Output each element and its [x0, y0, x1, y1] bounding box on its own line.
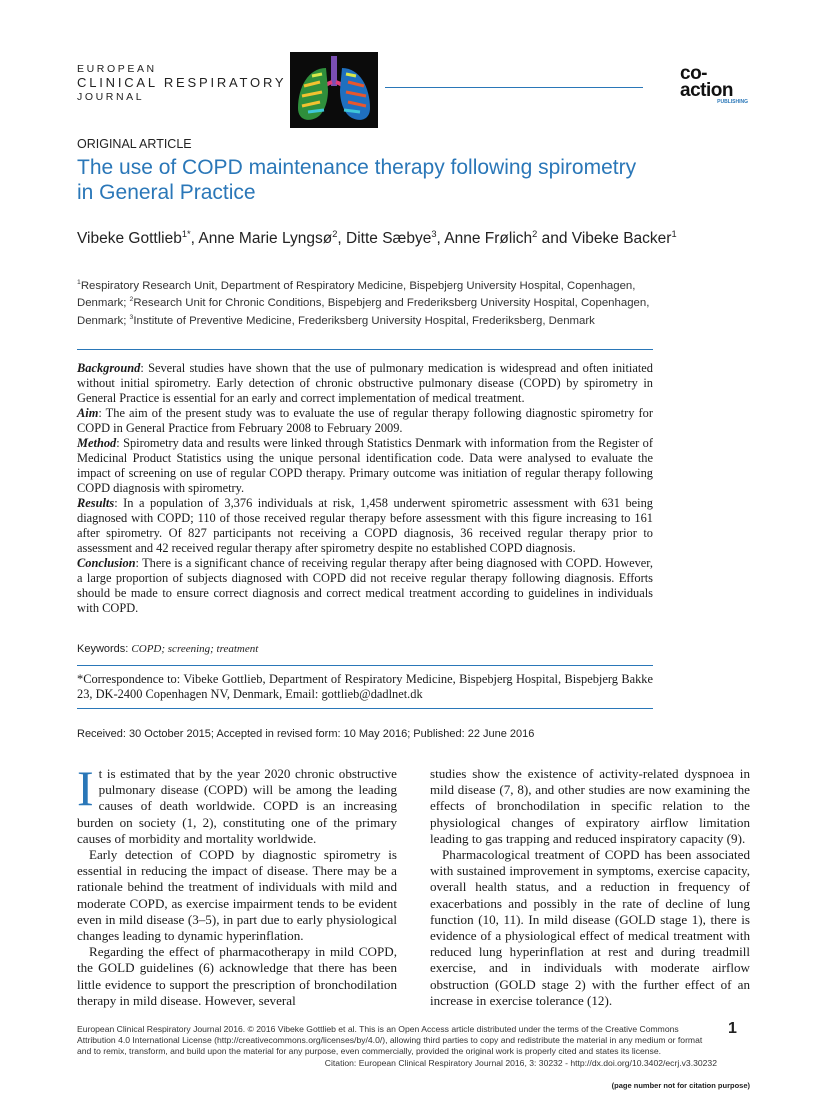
- page-number-note: (page number not for citation purpose): [611, 1081, 750, 1090]
- abstract-label: Results: [77, 496, 115, 510]
- affiliation-sup: 2: [129, 296, 134, 304]
- page-footer: [77, 1024, 717, 1069]
- body-paragraph: [77, 760, 397, 847]
- affiliation-sup: 1: [77, 279, 81, 286]
- abstract-results: [77, 496, 653, 556]
- license-text: European Clinical Respiratory Journal 2016. © 2016 Vibeke Gottlieb et al. This is an Open Access article distributed under the terms of the Creative Commons Attribution 4.0 International License (http://creativecommons.org/licenses/by/4.0/), allowing third parties to copy and redistribute the material in any medium or format and to remix, transform, and build upon the material for any purpose, even commercially, provided the original work is properly cited and states its license.: [77, 1024, 703, 1057]
- keywords-values: COPD; screening; treatment: [131, 643, 259, 655]
- abstract-text: : The aim of the present study was to evaluate the use of regular therapy following diagnostic spirometry for COPD in General Practice from February 2008 to February 2009.: [77, 406, 653, 435]
- abstract-text: : Spirometry data and results were linked through Statistics Denmark with information from the Register of Medicinal Product Statistics using the unique personal identification code. Data were analysed to evaluate the impact of screening on use of regular COPD therapy. Primary outcome was initiation of regular therapy following COPD diagnosis with spirometry.: [77, 436, 653, 495]
- correspondence: *Correspondence to: Vibeke Gottlieb, Department of Respiratory Medicine, Bispebjerg Hospital, Bispebjerg Bakke 23, DK-2400 Copenhagen NV, Denmark, Email: gottlieb@dadlnet.dk: [77, 672, 653, 701]
- author-separator: ,: [190, 230, 199, 248]
- article-type: ORIGINAL ARTICLE: [77, 137, 192, 151]
- article-title: The use of COPD maintenance therapy following spirometry in General Practice: [77, 156, 637, 204]
- abstract-label: Aim: [77, 406, 99, 420]
- author-sup: 2: [532, 229, 538, 239]
- body-paragraph: Regarding the effect of pharmacotherapy in mild COPD, the GOLD guidelines (6) acknowledge that there has been little evidence to support the prescription of bronchodilation therapy in mild disease. However, several: [77, 944, 397, 1008]
- journal-lungs-logo: [290, 52, 378, 128]
- abstract-label: Conclusion: [77, 556, 136, 570]
- abstract-aim: [77, 406, 653, 436]
- abstract-method: [77, 436, 653, 496]
- correspondence-bottom-rule: [77, 708, 653, 709]
- author-separator: ,: [337, 230, 347, 248]
- journal-line-1: EUROPEAN: [77, 63, 157, 75]
- body-column-left: [77, 760, 397, 1009]
- author-name: Vibeke Backer: [571, 230, 672, 248]
- header-rule: [385, 87, 643, 88]
- keywords-label: Keywords:: [77, 643, 132, 655]
- abstract-label: Method: [77, 436, 117, 450]
- journal-name: [77, 62, 286, 104]
- affiliation-text: Research Unit for Chronic Conditions, Bispebjerg and Frederiksberg University Hospital, Copenhagen, Denmark;: [77, 297, 650, 327]
- abstract-text: : Several studies have shown that the use of pulmonary medication is widespread and often initiated without initial spirometry. Early detection of chronic obstructive pulmonary disease (COPD) by spirometry in General Practice is essential for an early and correct implementation of medical treatment.: [77, 361, 653, 405]
- author-sup: 3: [431, 229, 437, 239]
- affiliations: [77, 276, 657, 328]
- abstract-text: : In a population of 3,376 individuals at risk, 1,458 underwent spirometric assessment with 631 being diagnosed with COPD; 110 of those received regular therapy before assessment with this figure increasing to 161 after spirometry. Of 827 participants not receiving a COPD diagnosis, 36 received regular therapy prior to assessment and 42 received regular therapy after spirometry despite no established COPD diagnosis.: [77, 496, 653, 555]
- abstract-top-rule: [77, 349, 653, 350]
- journal-line-2: CLINICAL RESPIRATORY: [77, 75, 287, 90]
- body-paragraph: Pharmacological treatment of COPD has been associated with sustained improvement in symptoms, exercise capacity, overall health status, and a reduction in frequency of exacerbations and possibly in the rate of decline of lung function (10, 11). In mild disease (GOLD stage 1), there is evidence of a physiological effect of medical treatment with reduced lung hyperinflation at rest and during treadmill exercise, and in individuals with moderate airflow obstruction (GOLD stage 2) with the further effect of an increase in exercise tolerance (12).: [430, 847, 750, 1008]
- publication-dates: Received: 30 October 2015; Accepted in revised form: 10 May 2016; Published: 22 June 2016: [77, 728, 535, 740]
- correspondence-top-rule: [77, 665, 653, 666]
- journal-line-3: JOURNAL: [77, 91, 145, 103]
- author-list: [77, 224, 677, 249]
- author-separator: ,: [436, 230, 445, 248]
- author-sup: 2: [332, 229, 338, 239]
- author-name: Vibeke Gottlieb: [77, 230, 182, 248]
- page-number: 1: [728, 1020, 737, 1037]
- author-sup: 1*: [181, 229, 191, 239]
- logo-sub: PUBLISHING: [717, 99, 748, 105]
- logo-line-1: co-: [680, 63, 707, 84]
- abstract-conclusion: [77, 556, 653, 616]
- author-name: Anne Frølich: [444, 230, 533, 248]
- co-action-logo: [680, 63, 752, 106]
- author-name: Ditte Sæbye: [346, 230, 432, 248]
- body-column-right: [430, 766, 750, 1009]
- affiliation-sup: 3: [129, 313, 134, 321]
- citation-text: Citation: European Clinical Respiratory Journal 2016, 3: 30232 - http://dx.doi.org/10.3402/ecrj.v3.30232: [324, 1057, 717, 1068]
- affiliation-text: Respiratory Research Unit, Department of Respiratory Medicine, Bispebjerg University Hospital, Copenhagen, Denmark;: [77, 279, 636, 310]
- abstract-text: : There is a significant chance of receiving regular therapy after being diagnosed with COPD. However, a large proportion of subjects diagnosed with COPD did not receive regular therapy following diagnosis. Efforts should be made to ensure correct diagnosis and correct medical treatment according to guidelines in individuals with COPD.: [77, 556, 653, 615]
- keywords: [77, 643, 258, 655]
- drop-cap: I: [77, 760, 94, 816]
- body-text: t is estimated that by the year 2020 chronic obstructive pulmonary disease (COPD) will be among the leading causes of death worldwide. COPD is an increasing burden on society (1, 2), constituting one of the primary causes of morbidity and mortality worldwide.: [77, 766, 397, 846]
- abstract-label: Background: [77, 361, 141, 375]
- author-and: and: [537, 230, 572, 248]
- abstract: [77, 361, 653, 616]
- affiliation-text: Institute of Preventive Medicine, Frederiksberg University Hospital, Frederiksberg, Denmark: [133, 314, 595, 327]
- author-name: Anne Marie Lyngsø: [198, 230, 333, 248]
- abstract-background: [77, 361, 653, 406]
- author-sup: 1: [671, 229, 677, 239]
- logo-line-2: action: [680, 80, 733, 101]
- body-paragraph: studies show the existence of activity-related dyspnoea in mild disease (7, 8), and other studies are now examining the effects of bronchodilation in specific relation to the physiological changes of expiratory airflow limitation leading to gas trapping and reduced inspiratory capacity (9).: [430, 766, 750, 846]
- body-paragraph: Early detection of COPD by diagnostic spirometry is essential in reducing the impact of disease. There may be a rationale behind the treatment of individuals with mild and moderate COPD, as exercise impairment tends to be evident even in mild disease (3–5), in part due to early physiological changes leading to dynamic hyperinflation.: [77, 847, 397, 944]
